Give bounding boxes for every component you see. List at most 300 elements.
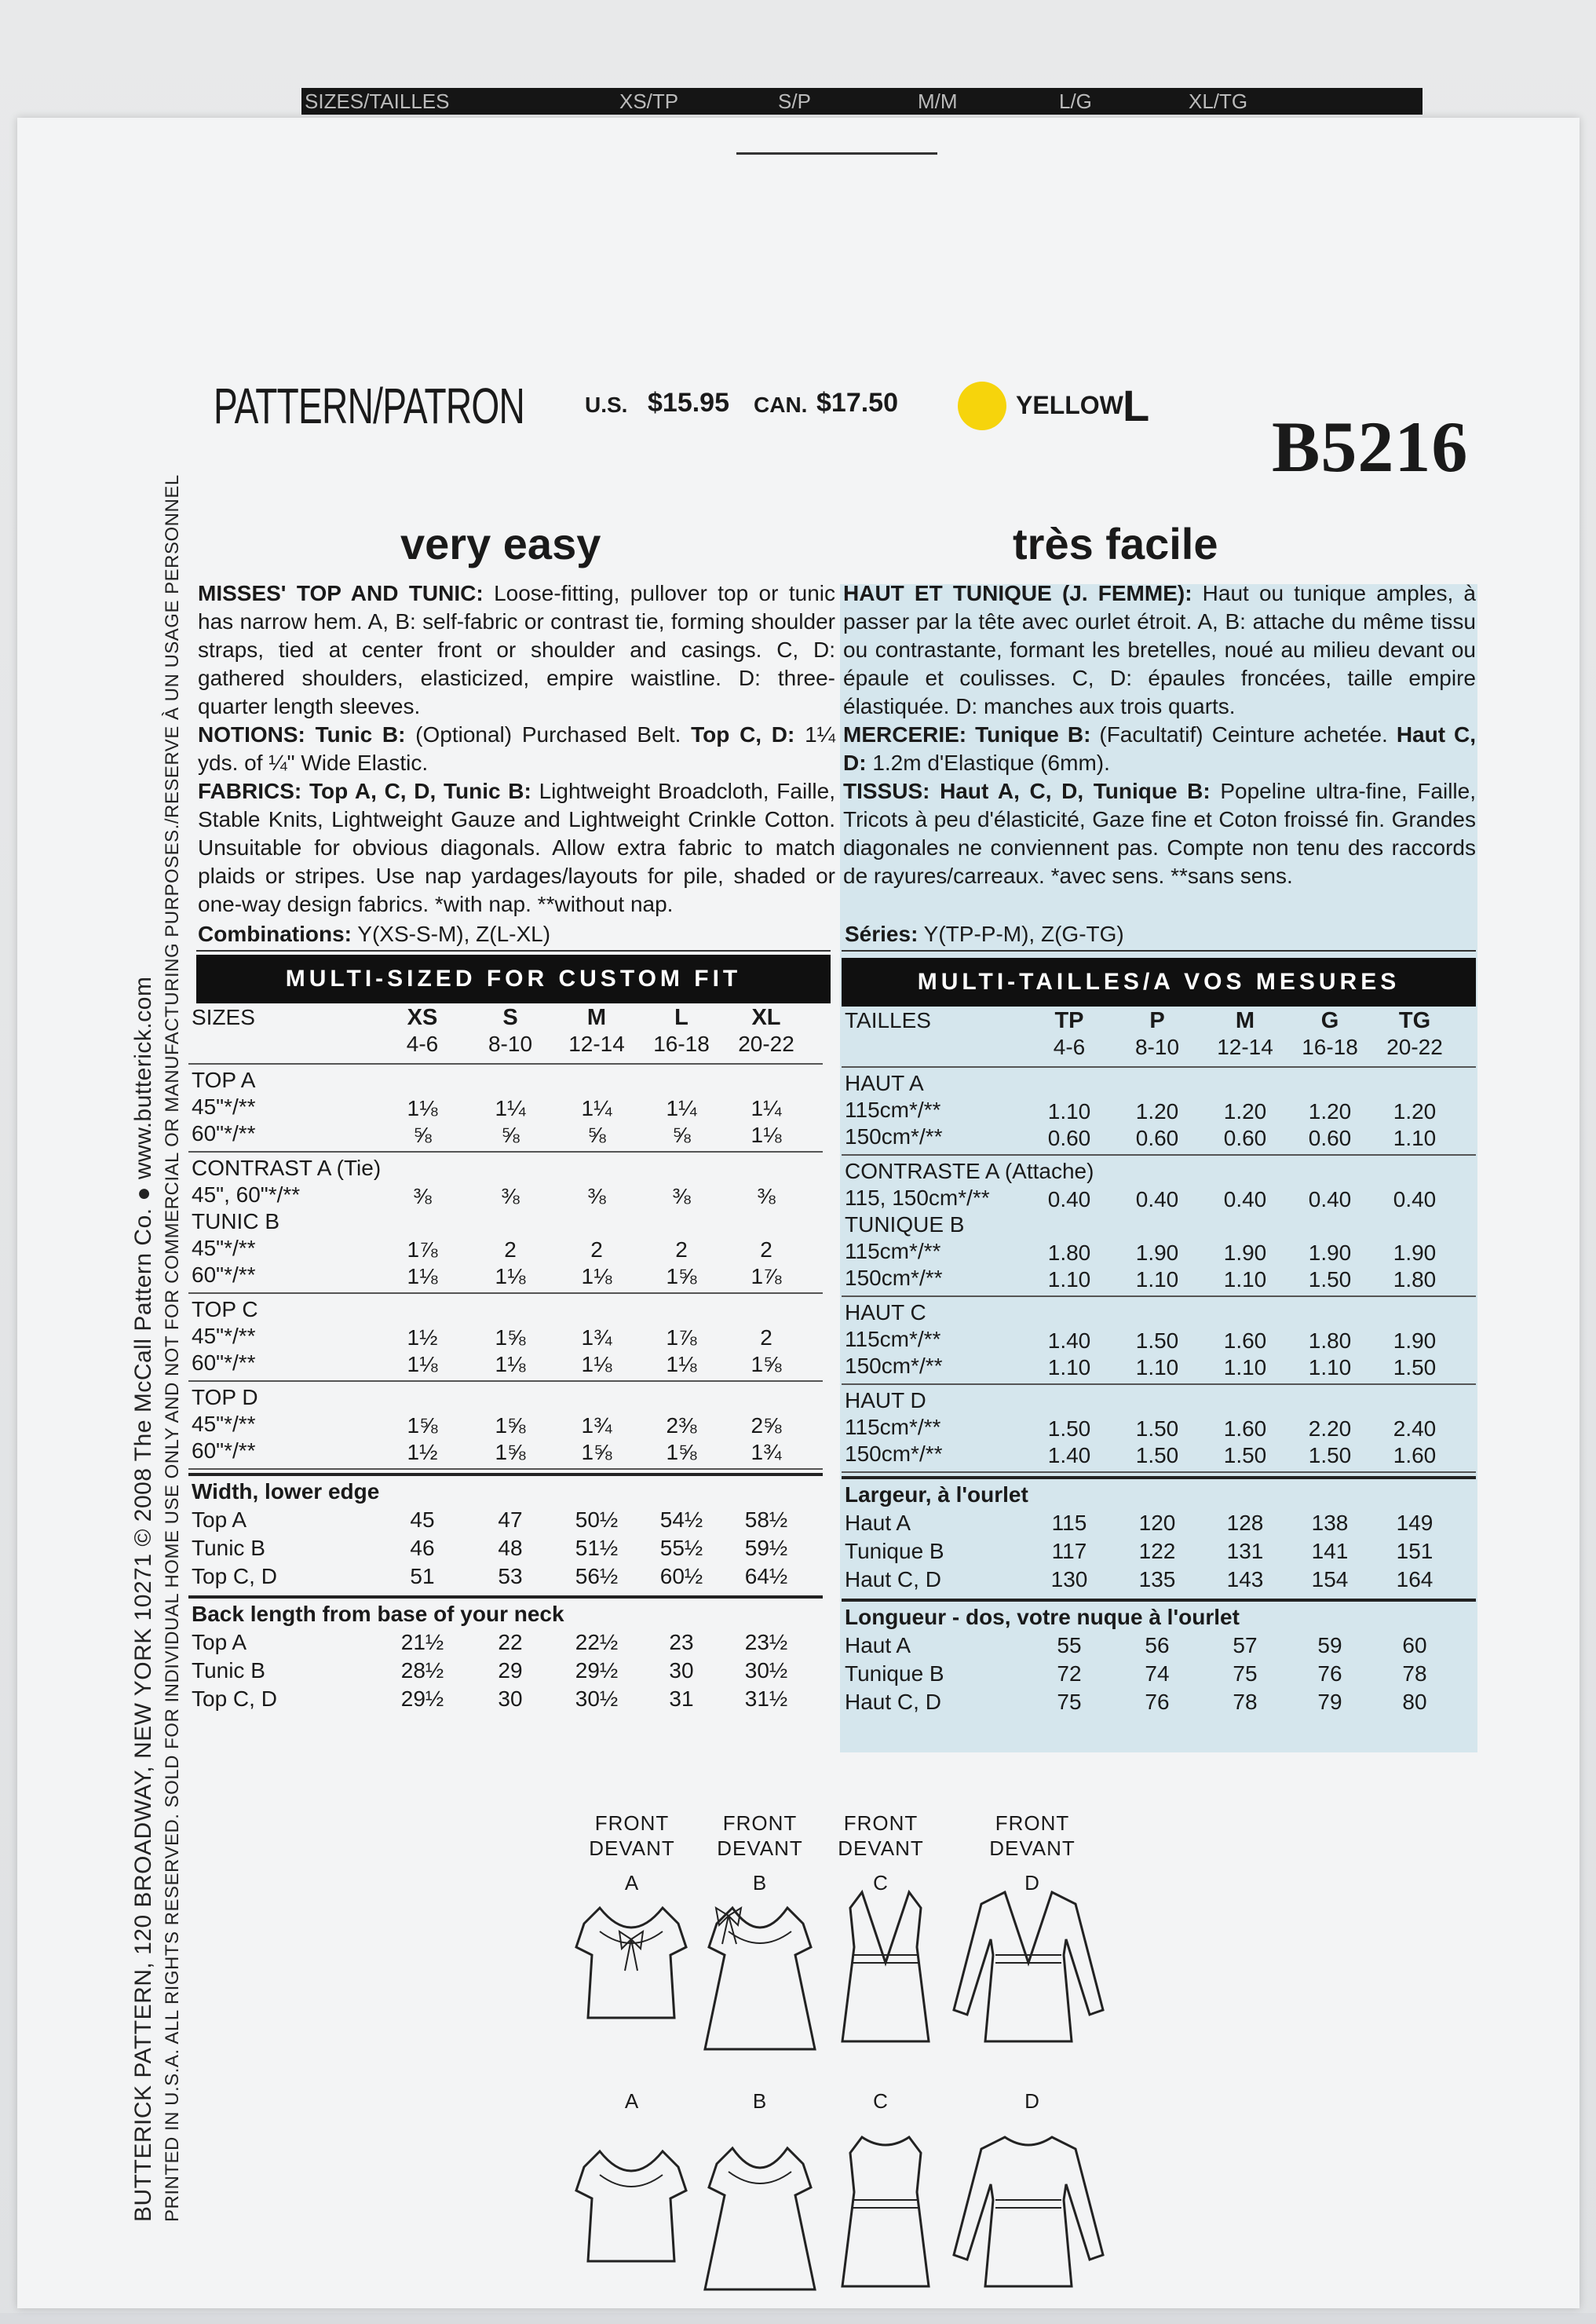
table-rule xyxy=(842,1154,1476,1156)
yardage-value: 1.10 xyxy=(1135,1355,1179,1379)
yardage-value: ⅝ xyxy=(587,1123,606,1147)
yardage-value: 1.60 xyxy=(1223,1416,1267,1441)
yardage-value: 0.40 xyxy=(1135,1187,1179,1211)
yardage-value: 1⅝ xyxy=(495,1325,526,1350)
size-range: 4-6 xyxy=(1053,1035,1086,1059)
yardage-value: 1⅞ xyxy=(666,1325,697,1350)
notions-label-fr: MERCERIE: Tunique B: xyxy=(843,722,1091,747)
row-label: Top C, D xyxy=(192,1686,277,1711)
width-title: Width, lower edge xyxy=(192,1479,380,1504)
row-label: Top C, D xyxy=(192,1564,277,1588)
yardage-value: 1.80 xyxy=(1047,1241,1091,1265)
size-range: 16-18 xyxy=(653,1032,710,1056)
yardage-value: 1.90 xyxy=(1135,1241,1179,1265)
devant-label: DEVANT xyxy=(838,1836,924,1860)
width-value: 56½ xyxy=(575,1564,619,1588)
yardage-value: 1.10 xyxy=(1047,1099,1091,1124)
width-value: 131 xyxy=(1226,1539,1264,1563)
yardage-value: 1⅛ xyxy=(495,1352,526,1376)
yardage-value: 1.60 xyxy=(1223,1328,1267,1353)
can-price: $17.50 xyxy=(816,388,898,418)
width-value: 46 xyxy=(410,1536,435,1560)
row-label: 45", 60"*/** xyxy=(192,1182,301,1207)
row-label: 45"*/** xyxy=(192,1324,256,1348)
pattern-label: PATTERN/PATRON xyxy=(214,378,525,434)
group-title: TOP A xyxy=(192,1068,256,1092)
us-price-label: U.S. xyxy=(585,393,628,417)
length-value: 22½ xyxy=(575,1630,619,1654)
yardage-value: 1.10 xyxy=(1047,1267,1091,1292)
size-name: TG xyxy=(1398,1008,1431,1033)
color-code-label: YELLOW xyxy=(1016,391,1123,419)
yardage-value: 1.20 xyxy=(1308,1099,1352,1124)
table-rule xyxy=(842,1066,1476,1068)
yardage-value: 1¼ xyxy=(495,1096,526,1120)
view-letter: B xyxy=(752,1871,768,1895)
english-description xyxy=(198,579,835,919)
width-value: 122 xyxy=(1138,1539,1176,1563)
desc-text-fr: Haut ou tunique amples, à passer par la tête avec ourlet étroit. A, B: attache du même tissu ou contrastante, formant les bretelles, noué au milieu devant ou épaule et coulisses. C, D: épaules froncées, taille empire élastiquée. D: manches aux trois quarts. xyxy=(843,581,1476,718)
yardage-value: 0.60 xyxy=(1135,1126,1179,1150)
table-rule xyxy=(842,1471,1476,1473)
width-value: 164 xyxy=(1396,1567,1433,1591)
length-value: 56 xyxy=(1145,1633,1170,1657)
size-range: 4-6 xyxy=(406,1032,439,1056)
size-header-strip xyxy=(301,88,1423,115)
size-range: 12-14 xyxy=(568,1032,625,1056)
length-value: 55 xyxy=(1057,1633,1082,1657)
yardage-value: 1.60 xyxy=(1393,1443,1437,1467)
width-value: 141 xyxy=(1311,1539,1349,1563)
yardage-value: 1⅝ xyxy=(666,1264,697,1288)
row-label: 45"*/** xyxy=(192,1412,256,1436)
yardage-value: 0.60 xyxy=(1308,1126,1352,1150)
yardage-value: 1.10 xyxy=(1223,1267,1267,1292)
width-value: 151 xyxy=(1396,1539,1433,1563)
yardage-value: ⅝ xyxy=(672,1123,691,1147)
group-title: CONTRASTE A (Attache) xyxy=(845,1159,1094,1183)
view-letter: A xyxy=(624,1871,640,1895)
size-strip-label: SIZES/TAILLES xyxy=(305,90,450,113)
table-rule-thick xyxy=(842,1476,1476,1479)
width-value: 54½ xyxy=(659,1507,703,1532)
yardage-value: 1⅝ xyxy=(407,1413,438,1438)
length-value: 28½ xyxy=(400,1658,444,1683)
size-name: TP xyxy=(1054,1008,1084,1033)
yardage-value: 1¼ xyxy=(666,1096,697,1120)
length-value: 60 xyxy=(1402,1633,1427,1657)
combo-label-fr: Séries: xyxy=(845,922,919,946)
width-value: 51 xyxy=(410,1564,435,1588)
garment-sketch-d-back xyxy=(950,2129,1107,2318)
width-value: 60½ xyxy=(659,1564,703,1588)
row-label: 115cm*/** xyxy=(845,1098,941,1122)
width-value: 138 xyxy=(1311,1511,1349,1535)
length-value: 76 xyxy=(1145,1690,1170,1714)
group-title: TOP C xyxy=(192,1297,258,1321)
length-value: 21½ xyxy=(400,1630,444,1654)
yardage-value: 1.90 xyxy=(1393,1241,1437,1265)
length-value: 30½ xyxy=(744,1658,788,1683)
side-rights-text: PRINTED IN U.S.A. ALL RIGHTS RESERVED. SOLD FOR INDIVIDUAL HOME USE ONLY AND NOT FOR COMMERCIAL OR MANUFACTURING PURPOSES./RESERVE À UN USAGE PERSONNEL xyxy=(162,474,183,2222)
row-label: 60"*/** xyxy=(192,1262,256,1287)
yardage-value: 1⅛ xyxy=(407,1264,438,1288)
devant-label: DEVANT xyxy=(717,1836,803,1860)
size-name: XL xyxy=(751,1005,781,1030)
pattern-number: B5216 xyxy=(1272,407,1469,487)
row-label: Haut A xyxy=(845,1633,911,1657)
width-value: 58½ xyxy=(744,1507,788,1532)
size-name: G xyxy=(1320,1008,1339,1033)
size-name: P xyxy=(1149,1008,1165,1033)
sketch-label-c xyxy=(834,1811,928,1895)
row-label: 115, 150cm*/** xyxy=(845,1186,990,1210)
notions-text2-fr: 1.2m d'Elastique (6mm). xyxy=(866,751,1110,775)
width-value: 130 xyxy=(1050,1567,1088,1591)
width-value: 117 xyxy=(1051,1539,1087,1563)
group-title: TOP D xyxy=(192,1385,258,1409)
yardage-value: 1.50 xyxy=(1308,1267,1352,1292)
width-value: 135 xyxy=(1138,1567,1176,1591)
sketch-label-d xyxy=(985,1811,1079,1895)
yardage-value: 0.40 xyxy=(1223,1187,1267,1211)
yardage-value: 1.90 xyxy=(1308,1241,1352,1265)
yardage-value: 1.10 xyxy=(1047,1355,1091,1379)
width-value: 59½ xyxy=(744,1536,788,1560)
length-value: 31 xyxy=(669,1686,694,1711)
table-rule xyxy=(842,1295,1476,1297)
top-rule xyxy=(736,152,937,155)
row-label: 150cm*/** xyxy=(845,1354,943,1378)
yardage-value: 1½ xyxy=(407,1325,438,1350)
yardage-value: 2 xyxy=(760,1325,772,1350)
yardage-value: 1⅛ xyxy=(495,1264,526,1288)
yardage-value: 1⅛ xyxy=(407,1352,438,1376)
yardage-value: 1.50 xyxy=(1135,1328,1179,1353)
yardage-value: 2.40 xyxy=(1393,1416,1437,1441)
size-range: 20-22 xyxy=(1386,1035,1443,1059)
length-value: 75 xyxy=(1057,1690,1082,1714)
size-range: 12-14 xyxy=(1217,1035,1273,1059)
table-rule xyxy=(188,1380,823,1382)
yardage-value: 1.90 xyxy=(1223,1241,1267,1265)
yardage-value: 1⅝ xyxy=(581,1440,612,1464)
yardage-value: ⅝ xyxy=(501,1123,520,1147)
yardage-value: 1.80 xyxy=(1393,1267,1437,1292)
yardage-value: 1.80 xyxy=(1308,1328,1352,1353)
combinations-en xyxy=(198,922,550,947)
notions-text2-en: 1¼ yds. of ¼" Wide Elastic. xyxy=(198,722,835,775)
table-rule xyxy=(188,1063,823,1065)
yardage-value: 1.50 xyxy=(1135,1416,1179,1441)
yardage-value: 1.20 xyxy=(1223,1099,1267,1124)
combo-text-fr: Y(TP-P-M), Z(G-TG) xyxy=(918,922,1124,946)
width-value: 64½ xyxy=(744,1564,788,1588)
desc-text-en: Loose-fitting, pullover top or tunic has narrow hem. A, B: self-fabric or contrast tie, forming shoulder straps, tied at center front or shoulder and casings. C, D: gathered shoulders, elasticized, empire waistline. D: three-quarter length sleeves. xyxy=(198,581,835,718)
width-value: 51½ xyxy=(575,1536,619,1560)
row-label: 150cm*/** xyxy=(845,1124,943,1149)
yardage-value: 1⅛ xyxy=(751,1123,782,1147)
width-title: Largeur, à l'ourlet xyxy=(845,1482,1028,1507)
row-label: 45"*/** xyxy=(192,1094,256,1119)
yardage-value: 1.50 xyxy=(1047,1416,1091,1441)
length-value: 79 xyxy=(1317,1690,1342,1714)
table-rule-thick xyxy=(188,1473,823,1476)
fabrics-label-en: FABRICS: Top A, C, D, Tunic B: xyxy=(198,779,531,803)
length-value: 74 xyxy=(1145,1661,1170,1686)
notions-text-en: (Optional) Purchased Belt. xyxy=(405,722,692,747)
yardage-value: 1¾ xyxy=(581,1325,612,1350)
yardage-value: 1⅛ xyxy=(581,1352,612,1376)
yardage-value: 1.40 xyxy=(1047,1443,1091,1467)
length-value: 30½ xyxy=(575,1686,619,1711)
combo-rule-en xyxy=(196,950,831,952)
yardage-value: 1⅝ xyxy=(495,1440,526,1464)
size-range: 20-22 xyxy=(738,1032,794,1056)
row-label: Tunique B xyxy=(845,1539,944,1563)
row-label: Tunic B xyxy=(192,1658,265,1683)
notions-label2-fr: Haut C, D: xyxy=(843,722,1477,775)
size-strip-xs: XS/TP xyxy=(619,90,679,113)
group-title: CONTRAST A (Tie) xyxy=(192,1156,382,1180)
fabrics-label-fr: TISSUS: Haut A, C, D, Tunique B: xyxy=(843,779,1211,803)
sizes-label: TAILLES xyxy=(845,1008,931,1032)
desc-label-en: MISSES' TOP AND TUNIC: xyxy=(198,581,484,605)
length-value: 31½ xyxy=(744,1686,788,1711)
yardage-value: 0.60 xyxy=(1223,1126,1267,1150)
yardage-value: 2 xyxy=(590,1237,603,1262)
yardage-value: 0.40 xyxy=(1308,1187,1352,1211)
yardage-value: 2 xyxy=(760,1237,772,1262)
garment-sketch-c-back xyxy=(807,2129,964,2318)
back-view-letter: B xyxy=(752,2089,768,2113)
size-strip-xl: XL/TG xyxy=(1189,90,1248,113)
table-rule-thick xyxy=(842,1599,1476,1602)
row-label: 60"*/** xyxy=(192,1438,256,1463)
devant-label: DEVANT xyxy=(589,1836,675,1860)
table-rule xyxy=(188,1468,823,1470)
sketch-label-a xyxy=(585,1811,679,1895)
width-value: 128 xyxy=(1226,1511,1264,1535)
back-view-letter: A xyxy=(624,2089,640,2113)
group-title: HAUT D xyxy=(845,1388,926,1412)
notions-label2-en: Top C, D: xyxy=(691,722,795,747)
yardage-value: 1.50 xyxy=(1135,1443,1179,1467)
length-value: 78 xyxy=(1402,1661,1427,1686)
yardage-value: 1⅝ xyxy=(666,1440,697,1464)
yardage-value: 0.40 xyxy=(1047,1187,1091,1211)
banner-fr: MULTI-TAILLES/A VOS MESURES xyxy=(842,958,1476,1007)
table-rule xyxy=(188,1292,823,1294)
yardage-value: 1.10 xyxy=(1135,1267,1179,1292)
yardage-value: ⅜ xyxy=(587,1184,606,1208)
heading-french: très facile xyxy=(1013,519,1218,568)
yardage-value: 1¾ xyxy=(751,1440,782,1464)
group-title: HAUT A xyxy=(845,1071,924,1095)
yardage-value: 1⅞ xyxy=(407,1237,438,1262)
back-view-letter: C xyxy=(873,2089,889,2113)
length-title: Back length from base of your neck xyxy=(192,1602,564,1626)
desc-label-fr: HAUT ET TUNIQUE (J. FEMME): xyxy=(843,581,1192,605)
length-value: 29½ xyxy=(575,1658,619,1683)
notions-label-en: NOTIONS: Tunic B: xyxy=(198,722,406,747)
length-title: Longueur - dos, votre nuque à l'ourlet xyxy=(845,1605,1240,1629)
yardage-value: 1¾ xyxy=(581,1413,612,1438)
us-price: $15.95 xyxy=(648,388,729,418)
size-name: M xyxy=(1235,1008,1255,1033)
heading-english: very easy xyxy=(400,519,601,568)
front-label: FRONT xyxy=(594,1811,670,1835)
length-value: 23½ xyxy=(744,1630,788,1654)
yardage-value: 1.20 xyxy=(1393,1099,1437,1124)
yardage-value: 0.60 xyxy=(1047,1126,1091,1150)
length-value: 30 xyxy=(498,1686,523,1711)
combo-label-en: Combinations: xyxy=(198,922,352,946)
yardage-value: 1.50 xyxy=(1223,1443,1267,1467)
width-value: 55½ xyxy=(659,1536,703,1560)
group-title: TUNIQUE B xyxy=(845,1212,965,1237)
size-range: 8-10 xyxy=(488,1032,533,1056)
row-label: 60"*/** xyxy=(192,1350,256,1375)
yardage-value: 2⅝ xyxy=(751,1413,782,1438)
row-label: Top A xyxy=(192,1507,247,1532)
table-rule xyxy=(842,1383,1476,1385)
yardage-value: 2.20 xyxy=(1308,1416,1352,1441)
length-value: 72 xyxy=(1057,1661,1082,1686)
length-value: 59 xyxy=(1317,1633,1342,1657)
length-value: 57 xyxy=(1233,1633,1258,1657)
width-value: 149 xyxy=(1396,1511,1433,1535)
size-name: M xyxy=(586,1005,607,1030)
width-value: 115 xyxy=(1051,1511,1087,1535)
yardage-value: 1⅝ xyxy=(751,1352,782,1376)
garment-sketch-d-front xyxy=(950,1884,1107,2073)
row-label: 45"*/** xyxy=(192,1236,256,1260)
yardage-value: 1⅛ xyxy=(581,1264,612,1288)
row-label: 150cm*/** xyxy=(845,1266,943,1290)
yardage-value: ⅜ xyxy=(501,1184,520,1208)
width-value: 154 xyxy=(1311,1567,1349,1591)
width-value: 143 xyxy=(1226,1567,1264,1591)
sizes-label: SIZES xyxy=(192,1005,255,1029)
yardage-value: 2 xyxy=(675,1237,688,1262)
length-value: 76 xyxy=(1317,1661,1342,1686)
yardage-value: 0.40 xyxy=(1393,1187,1437,1211)
row-label: Top A xyxy=(192,1630,247,1654)
french-description xyxy=(843,579,1476,890)
yardage-value: ⅜ xyxy=(757,1184,776,1208)
combinations-fr xyxy=(845,922,1124,947)
length-value: 23 xyxy=(669,1630,694,1654)
table-rule-thick xyxy=(188,1595,823,1599)
size-name: L xyxy=(674,1005,688,1030)
notions-text-fr: (Facultatif) Ceinture achetée. xyxy=(1090,722,1397,747)
row-label: 115cm*/** xyxy=(845,1415,941,1439)
size-range: 16-18 xyxy=(1302,1035,1358,1059)
yardage-value: ⅜ xyxy=(672,1184,691,1208)
front-label: FRONT xyxy=(722,1811,798,1835)
yardage-value: 2 xyxy=(504,1237,517,1262)
width-value: 48 xyxy=(498,1536,523,1560)
group-title: HAUT C xyxy=(845,1300,926,1325)
fabrics-text-fr: Popeline ultra-fine, Faille, Tricots à peu d'élasticité, Gaze fine et Coton froissé fin. Grandes diagonales ne conviennent pas. Compte non tenu des raccords de rayures/carreaux. *avec sens. **sans sens. xyxy=(843,779,1476,888)
yardage-value: 1.90 xyxy=(1393,1328,1437,1353)
view-letter: D xyxy=(1024,1871,1040,1895)
yardage-value: 1⅛ xyxy=(666,1352,697,1376)
row-label: Haut C, D xyxy=(845,1690,941,1714)
garment-sketch-c-front xyxy=(807,1884,964,2073)
yardage-value: 1½ xyxy=(407,1440,438,1464)
back-view-letter: D xyxy=(1024,2089,1040,2113)
size-strip-m: M/M xyxy=(918,90,958,113)
row-label: Tunique B xyxy=(845,1661,944,1686)
sketch-label-b xyxy=(713,1811,807,1895)
length-value: 29½ xyxy=(400,1686,444,1711)
yardage-value: 1⅛ xyxy=(407,1096,438,1120)
yardage-value: 1¼ xyxy=(581,1096,612,1120)
yardage-value: 1.10 xyxy=(1393,1126,1437,1150)
size-strip-l: L/G xyxy=(1059,90,1092,113)
yardage-value: 1.10 xyxy=(1223,1355,1267,1379)
yardage-value: 1.50 xyxy=(1308,1443,1352,1467)
row-label: 60"*/** xyxy=(192,1121,256,1146)
yardage-value: 1⅞ xyxy=(751,1264,782,1288)
color-code-dot xyxy=(958,382,1006,430)
yardage-value: 1.20 xyxy=(1135,1099,1179,1124)
banner-en: MULTI-SIZED FOR CUSTOM FIT xyxy=(196,955,831,1003)
size-name: XS xyxy=(407,1005,438,1030)
length-value: 30 xyxy=(669,1658,694,1683)
yardage-value: ⅝ xyxy=(413,1123,432,1147)
row-label: Tunic B xyxy=(192,1536,265,1560)
devant-label: DEVANT xyxy=(989,1836,1076,1860)
length-value: 29 xyxy=(498,1658,523,1683)
yardage-value: ⅜ xyxy=(413,1184,432,1208)
width-value: 120 xyxy=(1138,1511,1176,1535)
yardage-value: 1.50 xyxy=(1393,1355,1437,1379)
front-label: FRONT xyxy=(995,1811,1070,1835)
width-value: 53 xyxy=(498,1564,523,1588)
yardage-value: 1.10 xyxy=(1308,1355,1352,1379)
yardage-value: 1.40 xyxy=(1047,1328,1091,1353)
row-label: 115cm*/** xyxy=(845,1239,941,1263)
combo-text-en: Y(XS-S-M), Z(L-XL) xyxy=(352,922,551,946)
length-value: 75 xyxy=(1233,1661,1258,1686)
size-letter: L xyxy=(1123,381,1150,430)
yardage-value: 1¼ xyxy=(751,1096,782,1120)
row-label: Haut C, D xyxy=(845,1567,941,1591)
combo-rule-fr xyxy=(842,950,1476,952)
yardage-value: 1⅝ xyxy=(495,1413,526,1438)
view-letter: C xyxy=(873,1871,889,1895)
group-title: TUNIC B xyxy=(192,1209,279,1233)
length-value: 80 xyxy=(1402,1690,1427,1714)
size-strip-s: S/P xyxy=(778,90,811,113)
fabrics-text-en: Lightweight Broadcloth, Faille, Stable Knits, Lightweight Gauze and Lightweight Crinkle Cotton. Unsuitable for obvious diagonals. Allow extra fabric to match plaids or stripes. Use nap yardages/layouts for pile, shaded or one-way design fabrics. *with nap. **without nap. xyxy=(198,779,835,916)
yardage-value: 2⅜ xyxy=(666,1413,697,1438)
can-price-label: CAN. xyxy=(754,393,808,417)
row-label: 150cm*/** xyxy=(845,1442,943,1466)
size-name: S xyxy=(502,1005,518,1030)
row-label: Haut A xyxy=(845,1511,911,1535)
width-value: 50½ xyxy=(575,1507,619,1532)
length-value: 78 xyxy=(1233,1690,1258,1714)
size-range: 8-10 xyxy=(1134,1035,1180,1059)
width-value: 45 xyxy=(410,1507,435,1532)
table-rule xyxy=(188,1151,823,1153)
width-value: 47 xyxy=(498,1507,523,1532)
front-label: FRONT xyxy=(843,1811,919,1835)
